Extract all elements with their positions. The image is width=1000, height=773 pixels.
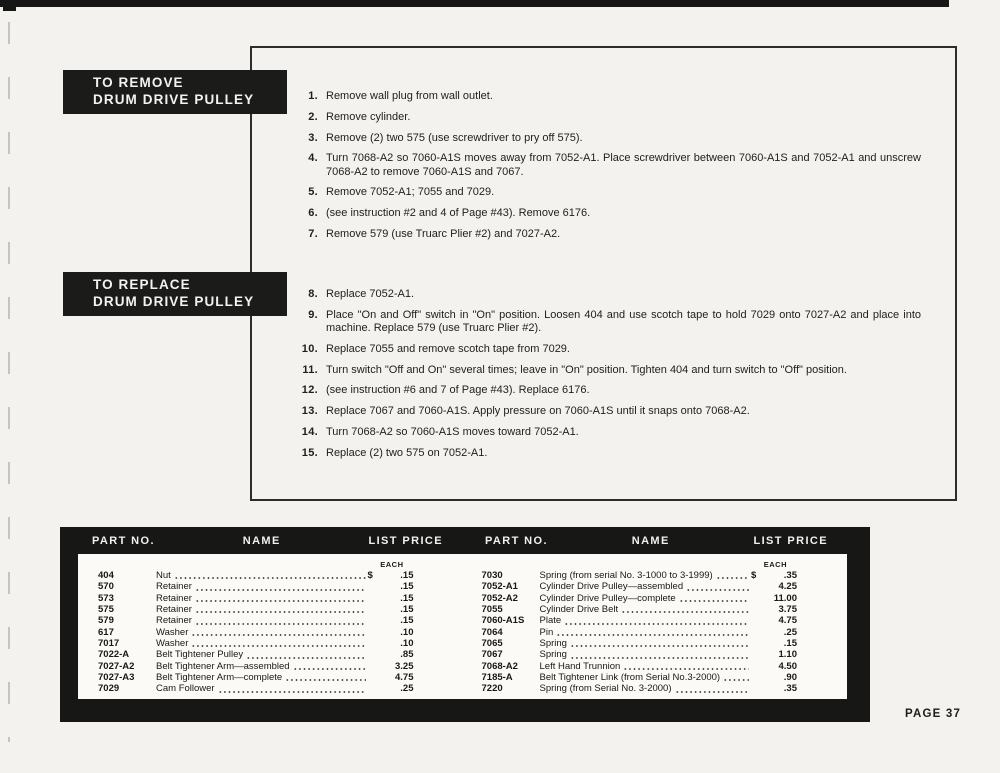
part-name: Spring (from Serial No. 3-2000) — [539, 683, 672, 695]
part-name: Retainer — [156, 615, 192, 627]
column-header-name: NAME — [242, 534, 281, 547]
part-name: Nut — [156, 570, 171, 581]
instruction-step — [296, 447, 921, 460]
part-row — [482, 627, 798, 638]
dotted-leader — [218, 685, 366, 694]
part-number: 573 — [98, 592, 114, 604]
part-row — [482, 615, 798, 626]
parts-table-header — [60, 527, 870, 554]
part-name: Spring — [539, 649, 567, 661]
part-number: 7067 — [481, 649, 503, 661]
part-row — [482, 649, 798, 660]
step-number: 9. — [308, 308, 318, 321]
part-price: 11.00 — [773, 592, 797, 604]
column-header-part-no: PART NO. — [485, 534, 548, 547]
dotted-leader — [716, 571, 749, 580]
section-title-line2: DRUM DRIVE PULLEY — [93, 91, 255, 107]
instruction-step — [296, 90, 921, 103]
dotted-leader — [195, 605, 366, 614]
scan-edge-notch — [3, 0, 16, 11]
dotted-leader — [246, 651, 365, 660]
part-number: 7060-A1S — [481, 615, 525, 627]
parts-table-body — [78, 554, 847, 699]
step-text: Remove (2) two 575 (use screwdriver to pry off 575). — [326, 131, 583, 144]
binding-marks — [8, 22, 10, 742]
step-text: (see instruction #2 and 4 of Page #43). Remove 6176. — [326, 207, 591, 220]
step-number: 8. — [308, 288, 318, 300]
part-row — [482, 661, 798, 672]
part-number: 570 — [98, 581, 114, 593]
part-price: .90 — [783, 672, 797, 684]
part-price: 4.25 — [778, 581, 797, 593]
part-row — [98, 638, 414, 649]
parts-price-table — [60, 527, 870, 722]
part-number: 7027-A3 — [98, 672, 135, 684]
part-row — [482, 604, 798, 615]
dotted-leader — [191, 628, 365, 637]
step-text: Remove cylinder. — [326, 110, 411, 123]
part-price: .10 — [400, 626, 414, 638]
step-number: 1. — [308, 90, 318, 102]
step-text: Turn 7068-A2 so 7060-A1S moves away from 7052-A1. Place screwdriver between 7060-A1S and 7052-A1 and unscrew 7068-A2 to remove 7060-A1S and 7067. — [326, 152, 921, 178]
part-name: Left Hand Trunnion — [539, 660, 621, 672]
instruction-step — [296, 111, 921, 124]
part-row — [98, 570, 414, 581]
part-number: 7055 — [481, 604, 503, 616]
part-price: .15 — [400, 592, 414, 604]
part-row — [98, 593, 414, 604]
dotted-leader — [564, 617, 749, 626]
part-name: Spring (from serial No. 3-1000 to 3-1999) — [539, 570, 713, 581]
section-header-replace — [63, 272, 287, 316]
step-number: 15. — [301, 446, 318, 459]
currency-sign: $ — [367, 570, 373, 581]
part-row — [98, 615, 414, 626]
section-title-line1: TO REPLACE — [93, 277, 191, 292]
part-name: Belt Tightener Arm—assembled — [156, 660, 290, 672]
part-row — [98, 649, 414, 660]
dotted-leader — [686, 583, 749, 592]
part-row — [98, 627, 414, 638]
column-header-part-no: PART NO. — [92, 534, 155, 547]
instruction-step — [296, 228, 921, 241]
part-price: .35 — [783, 570, 797, 581]
page-number: PAGE 37 — [905, 708, 962, 720]
dotted-leader — [195, 594, 366, 603]
instruction-step — [296, 343, 921, 356]
step-text: Replace (2) two 575 on 7052-A1. — [326, 446, 488, 459]
instruction-step — [296, 288, 921, 301]
part-row — [482, 638, 798, 649]
part-price: .25 — [783, 626, 797, 638]
currency-sign: $ — [751, 570, 757, 581]
part-price: .35 — [783, 683, 797, 695]
dotted-leader — [191, 639, 365, 648]
step-number: 13. — [301, 405, 318, 418]
remove-steps-list — [296, 90, 921, 249]
part-number: 7064 — [481, 626, 503, 638]
dotted-leader — [675, 685, 750, 694]
part-price: 4.50 — [778, 660, 797, 672]
part-number: 7017 — [98, 638, 120, 650]
dotted-leader — [556, 628, 749, 637]
instruction-step — [296, 426, 921, 439]
instruction-step — [296, 364, 921, 377]
step-text: Replace 7055 and remove scotch tape from 7029. — [326, 342, 570, 355]
part-number: 7030 — [481, 570, 503, 581]
part-name: Belt Tightener Arm—complete — [156, 672, 283, 684]
part-name: Washer — [156, 638, 189, 650]
dotted-leader — [679, 594, 749, 603]
scan-edge-bar — [0, 0, 949, 7]
part-price: 4.75 — [395, 672, 414, 684]
part-number: 575 — [98, 604, 114, 616]
step-text: Turn 7068-A2 so 7060-A1S moves toward 7052-A1. — [326, 426, 579, 439]
dotted-leader — [174, 571, 366, 580]
part-name: Washer — [156, 626, 189, 638]
part-price: .15 — [400, 581, 414, 593]
part-number: 617 — [98, 626, 114, 638]
dotted-leader — [570, 651, 749, 660]
instruction-step — [296, 384, 921, 397]
step-number: 2. — [308, 110, 318, 123]
dotted-leader — [570, 639, 749, 648]
part-name: Cylinder Drive Pulley—assembled — [539, 581, 684, 593]
dotted-leader — [285, 673, 365, 682]
section-title-line2: DRUM DRIVE PULLEY — [93, 293, 255, 309]
part-row — [98, 661, 414, 672]
dotted-leader — [621, 605, 749, 614]
step-text: (see instruction #6 and 7 of Page #43). Replace 6176. — [326, 384, 590, 397]
part-name: Cylinder Drive Pulley—complete — [539, 592, 676, 604]
step-text: Turn switch "Off and On" several times; leave in "On" position. Tighten 404 and turn switch to "Off" position. — [326, 363, 847, 376]
step-number: 10. — [301, 342, 318, 355]
part-number: 7022-A — [98, 649, 130, 661]
section-title-line1: TO REMOVE — [93, 75, 184, 90]
part-number: 7027-A2 — [98, 660, 135, 672]
part-row — [98, 672, 414, 683]
step-text: Remove 579 (use Truarc Plier #2) and 7027-A2. — [326, 228, 561, 241]
part-number: 7052-A2 — [481, 592, 518, 604]
instruction-step — [296, 186, 921, 199]
step-text: Place "On and Off" switch in "On" position. Loosen 404 and use scotch tape to hold 7029 onto 7027-A2 and place into machine. Replace 579 (use Truarc Plier #2). — [326, 308, 921, 335]
part-price: .15 — [783, 638, 797, 650]
part-name: Belt Tightener Link (from Serial No.3-2000) — [539, 672, 721, 684]
part-price: 4.75 — [778, 615, 797, 627]
section-header-remove — [63, 70, 287, 114]
step-number: 7. — [308, 228, 318, 241]
step-number: 6. — [308, 207, 318, 220]
part-number: 7029 — [98, 683, 120, 695]
instruction-step — [296, 207, 921, 220]
column-header-list-price: LIST PRICE — [753, 534, 828, 547]
column-header-name: NAME — [631, 534, 670, 547]
part-row — [98, 604, 414, 615]
part-name: Plate — [539, 615, 562, 627]
part-name: Spring — [539, 638, 567, 650]
dotted-leader — [623, 662, 749, 671]
part-name: Cylinder Drive Belt — [539, 604, 619, 616]
step-number: 14. — [301, 426, 318, 439]
part-number: 7068-A2 — [481, 660, 518, 672]
part-number: 7185-A — [481, 672, 513, 684]
dotted-leader — [723, 673, 749, 682]
column-header-list-price: LIST PRICE — [368, 534, 443, 547]
part-row — [482, 593, 798, 604]
part-price: 1.10 — [778, 649, 797, 661]
part-row — [482, 683, 798, 694]
part-name: Pin — [539, 626, 554, 638]
part-name: Retainer — [156, 604, 192, 616]
step-number: 12. — [301, 384, 318, 397]
step-number: 11. — [302, 363, 318, 376]
instruction-step — [296, 132, 921, 145]
each-label: EACH — [380, 560, 404, 569]
part-row — [98, 683, 414, 694]
dotted-leader — [195, 617, 366, 626]
step-text: Replace 7067 and 7060-A1S. Apply pressure on 7060-A1S until it snaps onto 7068-A2. — [326, 405, 750, 418]
part-name: Cam Follower — [156, 683, 215, 695]
part-price: .85 — [400, 649, 414, 661]
part-number: 404 — [98, 570, 114, 581]
part-price: .10 — [400, 638, 414, 650]
part-price: 3.25 — [395, 660, 414, 672]
step-number: 4. — [308, 152, 318, 165]
parts-column-left — [78, 554, 460, 699]
parts-column-right — [460, 554, 848, 699]
parts-header-left — [60, 535, 465, 547]
part-number: 7052-A1 — [481, 581, 518, 593]
part-name: Retainer — [156, 592, 192, 604]
part-price: 3.75 — [778, 604, 797, 616]
step-text: Remove wall plug from wall outlet. — [326, 90, 493, 102]
parts-header-right — [465, 535, 870, 547]
step-number: 3. — [308, 131, 318, 144]
part-price: .15 — [400, 615, 414, 627]
each-label: EACH — [763, 560, 787, 569]
instruction-step — [296, 405, 921, 418]
part-price: .15 — [400, 604, 414, 616]
step-text: Replace 7052-A1. — [326, 288, 415, 300]
part-name: Belt Tightener Pulley — [156, 649, 244, 661]
dotted-leader — [293, 662, 366, 671]
part-row — [482, 570, 798, 581]
part-row — [482, 672, 798, 683]
part-row — [98, 581, 414, 592]
step-number: 5. — [308, 186, 318, 199]
part-price: .25 — [400, 683, 414, 695]
part-number: 7065 — [481, 638, 503, 650]
part-row — [482, 581, 798, 592]
dotted-leader — [195, 583, 366, 592]
instruction-step — [296, 309, 921, 336]
step-text: Remove 7052-A1; 7055 and 7029. — [326, 186, 495, 199]
part-number: 7220 — [481, 683, 503, 695]
instruction-step — [296, 152, 921, 179]
part-name: Retainer — [156, 581, 192, 593]
part-price: .15 — [400, 570, 414, 581]
replace-steps-list — [296, 288, 921, 468]
part-number: 579 — [98, 615, 114, 627]
